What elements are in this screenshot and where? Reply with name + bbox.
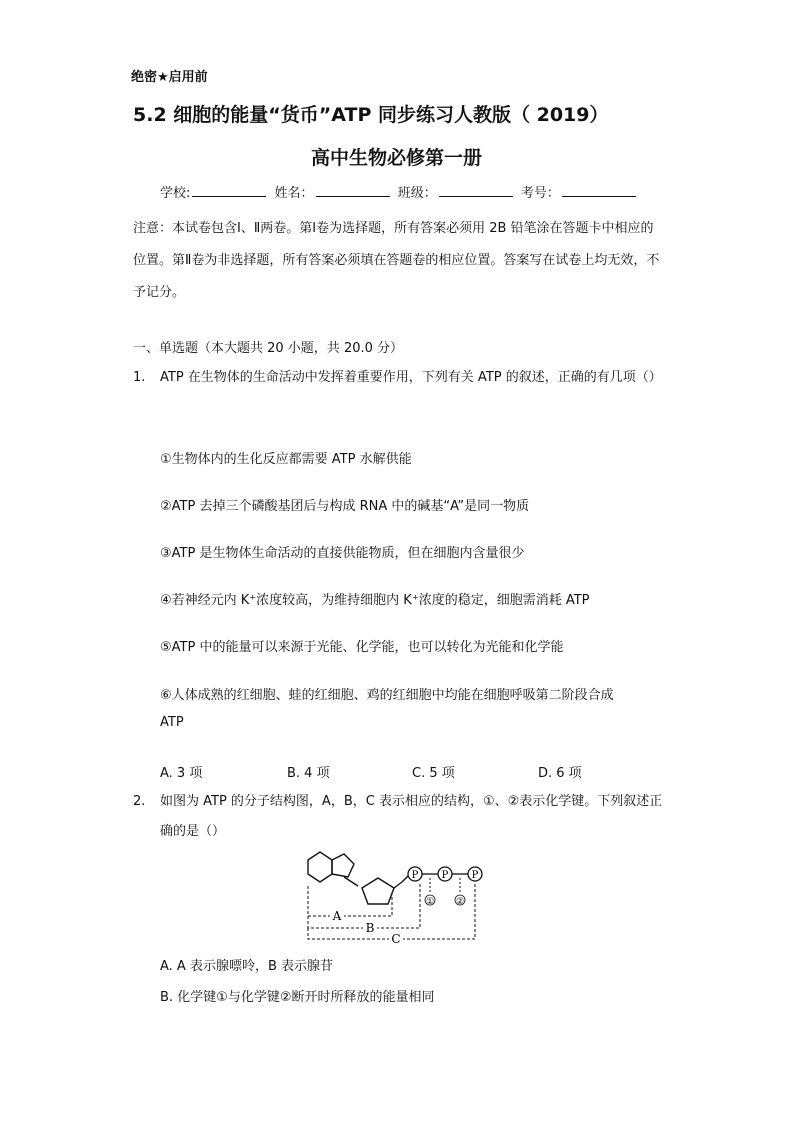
- exam-no-blank: [562, 184, 636, 197]
- q1-number: 1.: [133, 370, 146, 385]
- exam-notice: 注意：本试卷包含Ⅰ、Ⅱ两卷。第Ⅰ卷为选择题，所有答案必须用 2B 铅笔涂在答题卡中相应的位置。第Ⅱ卷为非选择题，所有答案必须填在答题卷的相应位置。答案写在试卷上均无效，不予记分。: [133, 221, 660, 300]
- ribose-link: [394, 882, 402, 888]
- section-title: 一、单选题（本大题共 20 小题，共 20.0 分）: [133, 341, 404, 356]
- q1-item-6-cont: ATP: [160, 715, 184, 730]
- ribose-pentagon: [362, 878, 394, 904]
- q1-option-c[interactable]: C. 5 项: [412, 766, 455, 781]
- page-title-line2: 高中生物必修第一册: [310, 147, 482, 169]
- phosphate-2-label: P: [441, 870, 449, 881]
- glycosidic-bond: [344, 877, 358, 886]
- q2-option-a[interactable]: A. A 表示腺嘌呤，B 表示腺苷: [160, 959, 334, 974]
- class-blank: [439, 184, 513, 197]
- q1-item-3: ③ATP 是生物体生命活动的直接供能物质，但在细胞内含量很少: [160, 546, 525, 561]
- label-a: A: [332, 909, 342, 923]
- q1-item-5: ⑤ATP 中的能量可以来源于光能、化学能，也可以转化为光能和化学能: [160, 640, 564, 655]
- bond-1-label: ①: [425, 897, 435, 907]
- adenine-pentagon: [332, 854, 354, 877]
- phosphate-1-label: P: [411, 870, 419, 881]
- q1-item-1: ①生物体内的生化反应都需要 ATP 水解供能: [160, 452, 412, 467]
- school-blank: [192, 184, 266, 197]
- q2-number: 2.: [133, 794, 146, 809]
- label-b: B: [365, 921, 375, 935]
- name-label: 姓名：: [274, 186, 314, 201]
- q2-stem: 如图为 ATP 的分子结构图，A，B，C 表示相应的结构，①、②表示化学键。下列叙述正确的是（）: [160, 794, 663, 839]
- q2-option-b[interactable]: B. 化学键①与化学键②断开时所释放的能量相同: [160, 990, 435, 1005]
- q1-stem: ATP 在生物体的生命活动中发挥着重要作用，下列有关 ATP 的叙述，正确的有几项（）: [160, 370, 662, 385]
- phosphate-link-0: [402, 876, 408, 882]
- atp-structure-diagram: [300, 846, 490, 946]
- q1-option-d[interactable]: D. 6 项: [538, 766, 582, 781]
- q1-option-b[interactable]: B. 4 项: [287, 766, 330, 781]
- student-info-row: [160, 182, 640, 201]
- page-title-line1: 5.2 细胞的能量“货币”ATP 同步练习人教版（ 2019）: [133, 104, 609, 126]
- q1-option-a[interactable]: A. 3 项: [160, 766, 203, 781]
- school-label: 学校:: [160, 186, 191, 201]
- exam-no-label: 考号：: [520, 186, 560, 201]
- phosphate-3-label: P: [471, 870, 479, 881]
- q1-item-4: ④若神经元内 K⁺浓度较高，为维持细胞内 K⁺浓度的稳定，细胞需消耗 ATP: [160, 593, 590, 608]
- confidential-mark: 绝密★启用前: [131, 70, 208, 85]
- bracket-a: [308, 886, 392, 916]
- adenine-hexagon: [308, 852, 332, 882]
- q1-item-2: ②ATP 去掉三个磷酸基团后与构成 RNA 中的碱基“A”是同一物质: [160, 499, 530, 514]
- label-c: C: [391, 932, 401, 946]
- bond-2-label: ②: [455, 897, 465, 907]
- name-blank: [316, 184, 390, 197]
- class-label: 班级：: [397, 186, 437, 201]
- q1-item-6: ⑥人体成熟的红细胞、蛙的红细胞、鸡的红细胞中均能在细胞呼吸第二阶段合成: [160, 688, 614, 703]
